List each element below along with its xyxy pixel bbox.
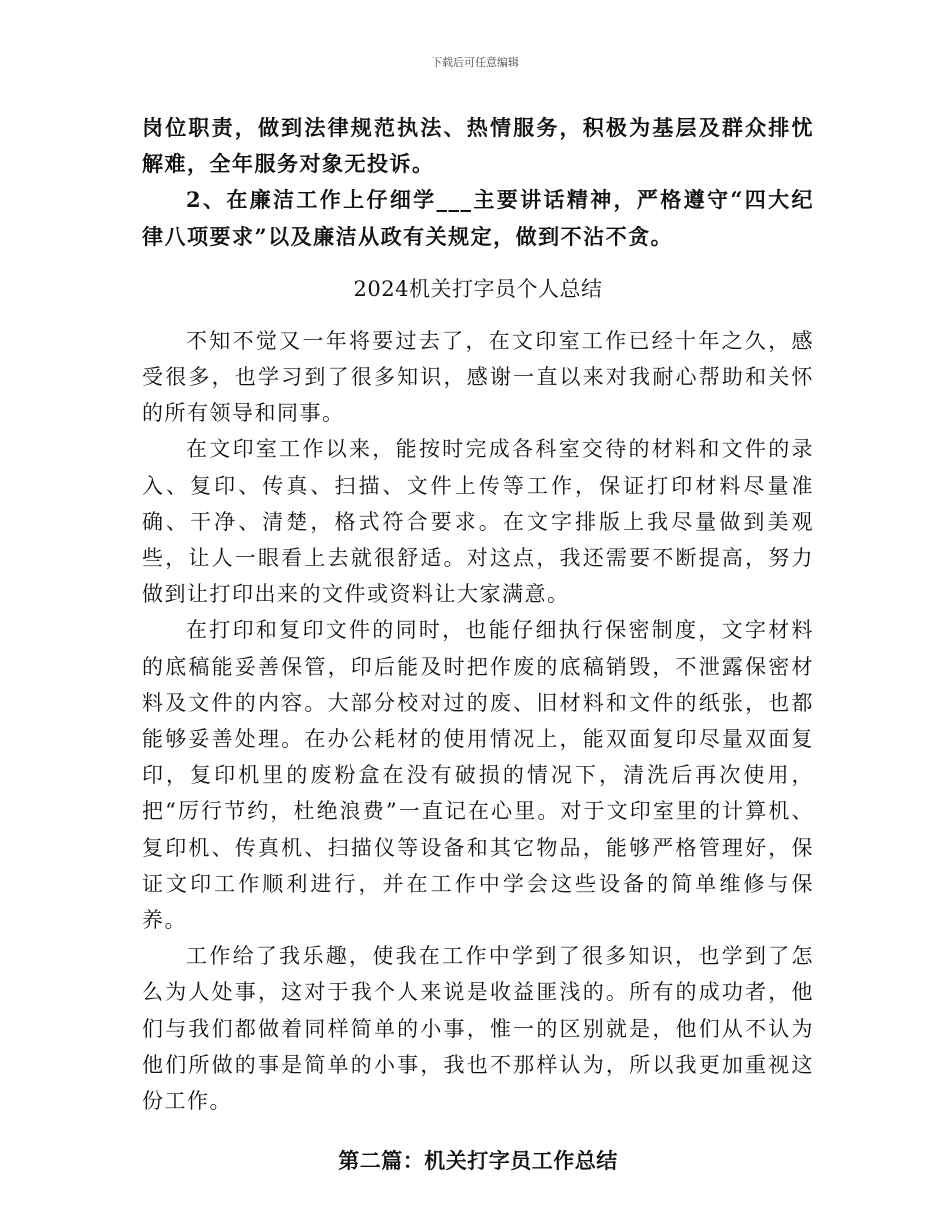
paragraph-reflection: 工作给了我乐趣，使我在工作中学到了很多知识，也学到了怎么为人处事，这对于我个人来说是收益匪浅的。所有的成功者，他们与我们都做着同样简单的小事，惟一的区别就是，他们从不认为他们所做的事是简单的小事，我也不那样认为，所以我更加重视这份工作。 <box>142 944 814 1114</box>
paragraph-duties: 在文印室工作以来，能按时完成各科室交待的材料和文件的录入、复印、传真、扫描、文件上传等工作，保证打印材料尽量准确、干净、清楚，格式符合要求。在文字排版上我尽量做到美观些，让人一眼看上去就很舒适。对这点，我还需要不断提高，努力做到让打印出来的文件或资料让大家满意。 <box>142 437 814 607</box>
page-header: 下载后可任意编辑 <box>431 56 519 69</box>
paragraph-confidentiality: 在打印和复印文件的同时，也能仔细执行保密制度，文字材料的底稿能妥善保管，印后能及时把作废的底稿销毁，不泄露保密材料及文件的内容。大部分校对过的废、旧材料和文件的纸张，也都能够妥善处理。在办公耗材的使用情况上，能双面复印尽量双面复印，复印机里的废粉盒在没有破损的情况下，清洗后再次使用，把“厉行节约，杜绝浪费”一直记在心里。对于文印室里的计算机、复印机、传真机、扫描仪等设备和其它物品，能够严格管理好，保证文印工作顺利进行，并在工作中学会这些设备的简单维修与保养。 <box>142 618 814 933</box>
document-body <box>142 110 814 1179</box>
document-title: 2024机关打字员个人总结 <box>353 276 603 301</box>
paragraph-integrity: 2、在廉洁工作上仔细学___主要讲话精神，严格遵守“四大纪律八项要求”以及廉洁从政有关规定，做到不沾不贪。 <box>142 187 814 249</box>
paragraph-continued: 岗位职责，做到法律规范执法、热情服务，积极为基层及群众排忧解难，全年服务对象无投诉。 <box>142 115 814 177</box>
section-title: 第二篇：机关打字员工作总结 <box>338 1148 618 1174</box>
paragraph-intro: 不知不觉又一年将要过去了，在文印室工作已经十年之久，感受很多，也学习到了很多知识，感谢一直以来对我耐心帮助和关怀的所有领导和同事。 <box>142 328 814 426</box>
